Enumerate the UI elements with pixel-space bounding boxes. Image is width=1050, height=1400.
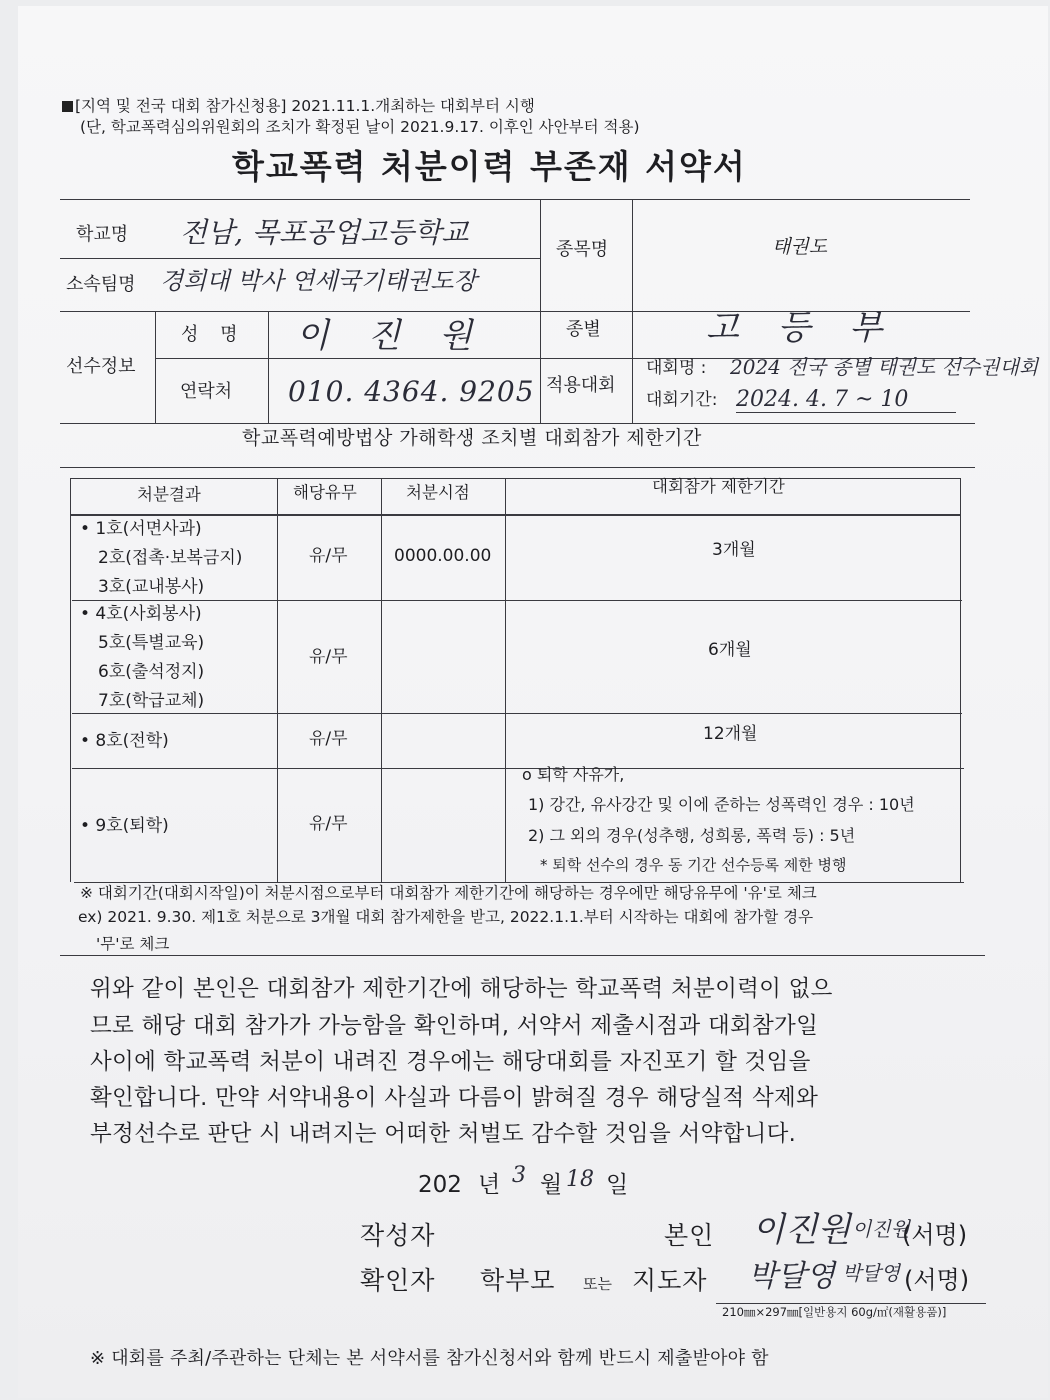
form-title: 학교폭력 처분이력 부존재 서약서 [232,147,747,186]
team-label: 소속팀명 [66,274,136,295]
pledge-line-1: 위와 같이 본인은 대회참가 제한기간에 해당하는 학교폭력 처분이력이 없으 [90,976,833,1002]
row1-period: 3개월 [712,540,756,560]
confirmer-label: 확인자 [360,1266,436,1295]
date-month: 3 [512,1163,526,1188]
name-label: 성 명 [181,324,246,345]
info-table-top [60,199,970,200]
competition-period-value: 2024. 4. 7 ~ 10 [736,387,909,412]
row3-yes-no: 유/무 [309,729,348,749]
player-info-label: 선수정보 [66,356,136,377]
col-header-date: 처분시점 [406,483,470,502]
info-col-1 [155,311,156,423]
table-header-bottom [70,514,960,516]
row2-period: 6개월 [708,640,752,660]
competition-name-label: 대회명 : [646,358,707,378]
header-line-1 [62,98,535,116]
info-divider-1 [60,258,540,259]
instructor-label: 지도자 [632,1266,708,1295]
division-value: 고 등 부 [706,308,897,348]
restriction-title-underline [60,467,975,468]
writer-label: 작성자 [360,1221,436,1250]
confirmer-signature: 박달영 [842,1261,900,1285]
footer-note: ※ 대회를 주최/주관하는 단체는 본 서약서를 참가신청서와 함께 반드시 제출받아야 함 [90,1348,769,1369]
row4-period-line-4: * 퇴학 선수의 경우 동 기간 선수등록 제한 병행 [540,856,847,874]
contact-label: 연락처 [180,381,233,402]
applied-competition-label: 적용대회 [546,375,616,396]
note-2a: ex) 2021. 9.30. 제1호 처분으로 3개월 대회 참가제한을 받고, 2022.1.1.부터 시작하는 대회에 참가할 경우 [78,908,814,926]
notes-underline [60,955,985,956]
row1-date: 0000.00.00 [394,546,492,566]
pledge-line-3: 사이에 학교폭력 처분이 내려진 경우에는 해당대회를 자진포기 할 것임을 [90,1049,811,1075]
paper-spec-line [716,1303,986,1304]
row1-item-3: 3호(교내봉사) [98,577,205,597]
row1-yes-no: 유/무 [309,546,348,566]
competition-period-underline [736,412,956,413]
col-header-result: 처분결과 [137,485,201,504]
self-signature: 이진원 [852,1217,910,1241]
table-col-3 [505,478,506,882]
event-label: 종목명 [556,239,609,260]
info-col-4 [632,199,633,423]
row3-item-1: • 8호(전학) [80,731,169,751]
square-bullet-icon [62,101,73,112]
table-row-divider-1 [72,600,962,601]
table-col-2 [381,478,382,882]
header-line-1-text: [지역 및 전국 대회 참가신청용] 2021.11.1.개최하는 대회부터 시행 [75,97,535,115]
table-col-1 [277,478,278,882]
paper-spec: 210㎜×297㎜[일반용지 60g/㎡(재활용품)] [722,1305,947,1319]
date-day: 18 [566,1167,594,1192]
table-row-divider-2 [72,713,962,714]
pledge-line-4: 확인합니다. 만약 서약내용이 사실과 다름이 밝혀질 경우 해당실적 삭제와 [90,1085,819,1111]
col-header-period: 대회참가 제한기간 [652,477,785,496]
name-value: 이 진 원 [296,316,487,356]
row2-item-3: 6호(출석정지) [98,662,205,682]
competition-period-label: 대회기간: [646,390,718,410]
row4-period-line-2: 1) 강간, 유사강간 및 이에 준하는 성폭력인 경우 : 10년 [528,795,915,814]
self-sign-suffix: (서명) [902,1221,968,1249]
self-name-handwritten: 이진원 [752,1210,851,1250]
pledge-line-5: 부정선수로 판단 시 내려지는 어떠한 처벌도 감수할 것임을 서약합니다. [90,1121,797,1147]
self-label: 본인 [664,1221,715,1250]
row1-item-2: 2호(접촉·보복금지) [98,548,243,568]
school-value: 전남, 목포공업고등학교 [180,216,469,249]
table-row-divider-3 [72,768,964,769]
row4-item-1: • 9호(퇴학) [80,816,169,836]
row4-yes-no: 유/무 [309,814,348,834]
restriction-title: 학교폭력예방법상 가해학생 조치별 대회참가 제한기간 [242,427,702,449]
row2-item-1: • 4호(사회봉사) [80,604,202,624]
or-label: 또는 [583,1275,612,1293]
row3-period: 12개월 [703,724,758,744]
pledge-line-2: 므로 해당 대회 참가가 가능함을 확인하며, 서약서 제출시점과 대회참가일 [90,1013,819,1039]
division-label: 종별 [566,319,601,340]
table-right [960,478,961,882]
info-col-2 [268,311,269,423]
confirmer-sign-suffix: (서명) [904,1266,970,1294]
row1-item-1: • 1호(서면사과) [80,519,202,539]
row4-period-line-1: o 퇴학 사유가, [522,765,625,784]
event-value: 태권도 [772,236,828,258]
date-month-unit: 월 [540,1172,563,1198]
table-bottom [74,882,964,883]
parent-label: 학부모 [480,1266,556,1295]
table-top [70,478,960,479]
info-table-bottom [60,423,975,424]
table-left [70,478,71,882]
date-year-unit: 년 [478,1172,501,1198]
note-1: ※ 대회기간(대회시작일)이 처분시점으로부터 대회참가 제한기간에 해당하는 경우에만 해당유무에 '유'로 체크 [80,884,817,902]
row2-item-4: 7호(학급교체) [98,691,205,711]
contact-value: 010. 4364. 9205 [288,375,535,408]
row4-period-line-3: 2) 그 외의 경우(성추행, 성희롱, 폭력 등) : 5년 [528,826,856,845]
school-label: 학교명 [76,224,129,245]
info-col-3 [540,199,541,423]
date-year: 202 [418,1172,462,1198]
team-value: 경희대 박사 연세국기태권도장 [160,267,477,295]
row2-item-2: 5호(특별교육) [98,633,205,653]
header-line-2: (단, 학교폭력심의위원회의 조치가 확정된 날이 2021.9.17. 이후인 사안부터 적용) [80,118,640,136]
competition-name-value: 2024 전국 종별 태권도 선수권대회 [730,355,1039,379]
note-2b: '무'로 체크 [96,935,170,953]
date-day-unit: 일 [606,1172,629,1198]
confirmer-name-handwritten: 박달영 [748,1259,835,1294]
row2-yes-no: 유/무 [309,647,348,667]
col-header-applicable: 해당유무 [293,483,357,502]
